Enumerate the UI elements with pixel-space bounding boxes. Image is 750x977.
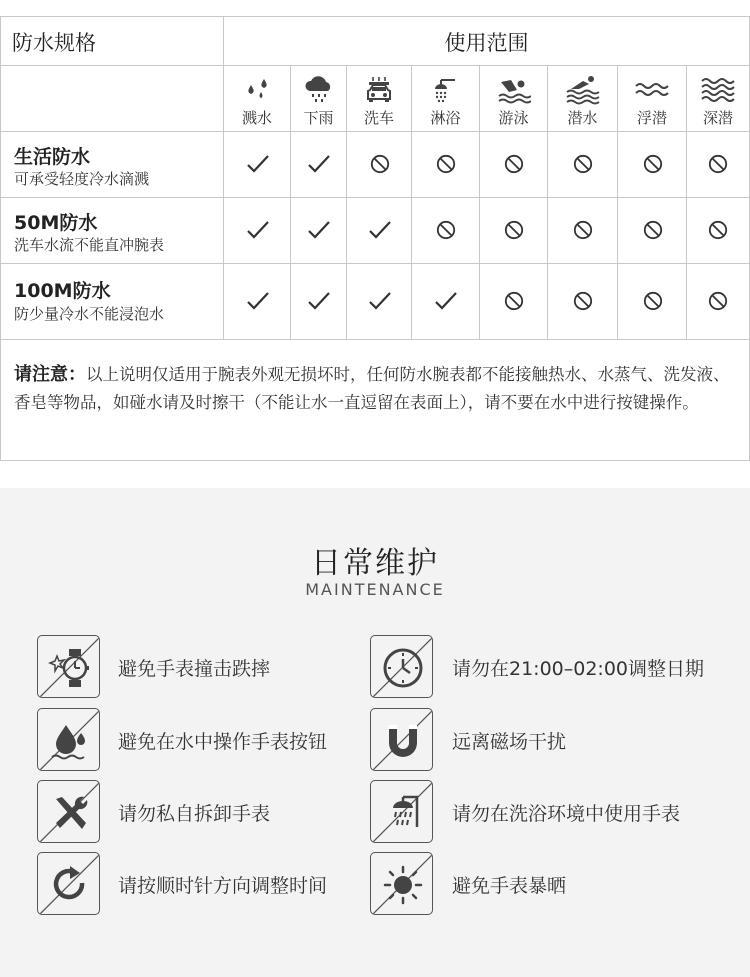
row-title: 50M防水 xyxy=(14,212,98,234)
notice-text: 以上说明仅适用于腕表外观无损坏时，任何防水腕表都不能接触热水、水蒸气、洗发液、香皂等物品，如碰水请及时擦干（不能让水一直逗留在表面上），请不要在水中进行按键操作。 xyxy=(14,365,730,412)
prohibited-icon xyxy=(412,131,480,197)
tip-text: 请勿在洗浴环境中使用手表 xyxy=(452,803,681,825)
check-icon xyxy=(412,263,480,339)
clockwise-arrow-icon xyxy=(37,852,100,915)
column-label: 深潜 xyxy=(702,109,733,127)
swimmer-icon xyxy=(480,76,547,104)
notice-label: 请注意： xyxy=(14,364,86,385)
maintenance-subtitle: MAINTENANCE xyxy=(305,580,445,599)
row-title: 100M防水 xyxy=(14,280,111,302)
prohibited-icon xyxy=(548,263,618,339)
check-icon xyxy=(347,197,412,263)
column-label: 洗车 xyxy=(363,109,394,127)
tip-text: 避免手表撞击跌摔 xyxy=(118,658,271,680)
row-subtitle: 洗车水流不能直冲腕表 xyxy=(14,236,165,254)
check-icon xyxy=(291,263,347,339)
prohibited-icon xyxy=(347,131,412,197)
waterproof-table xyxy=(0,16,750,460)
prohibited-icon xyxy=(480,263,548,339)
tip-text: 请按顺时针方向调整时间 xyxy=(118,875,328,897)
check-icon xyxy=(224,263,291,339)
splash-icon xyxy=(224,76,290,104)
car-wash-icon xyxy=(347,76,411,104)
tip-text: 避免手表暴晒 xyxy=(452,875,567,897)
column-label: 浮潜 xyxy=(636,109,667,127)
maintenance-title: 日常维护 xyxy=(311,546,439,581)
check-icon xyxy=(224,197,291,263)
prohibited-icon xyxy=(618,263,687,339)
column-label: 潜水 xyxy=(567,109,598,127)
range-header: 使用范围 xyxy=(444,31,529,55)
row-title: 生活防水 xyxy=(14,146,91,168)
column-label: 淋浴 xyxy=(430,109,461,127)
sun-icon xyxy=(370,852,433,915)
tip-text: 避免在水中操作手表按钮 xyxy=(118,731,328,753)
notice xyxy=(14,361,740,417)
light-waves-icon xyxy=(618,76,686,104)
check-icon xyxy=(291,131,347,197)
prohibited-icon xyxy=(618,131,687,197)
prohibited-icon xyxy=(687,131,749,197)
tip-text: 请勿私自拆卸手表 xyxy=(118,803,271,825)
maintenance-section xyxy=(0,488,750,977)
prohibited-icon xyxy=(687,197,749,263)
row-subtitle: 防少量冷水不能浸泡水 xyxy=(14,305,165,323)
check-icon xyxy=(291,197,347,263)
water-drop-icon xyxy=(37,708,100,771)
column-label: 下雨 xyxy=(303,109,334,127)
tools-icon xyxy=(37,780,100,843)
column-label: 游泳 xyxy=(498,109,529,127)
spec-header: 防水规格 xyxy=(12,31,96,55)
tip-text: 远离磁场干扰 xyxy=(452,731,567,753)
prohibited-icon xyxy=(480,197,548,263)
prohibited-icon xyxy=(412,197,480,263)
shower-icon xyxy=(412,76,479,104)
prohibited-icon xyxy=(687,263,749,339)
check-icon xyxy=(347,263,412,339)
rain-cloud-icon xyxy=(291,76,346,104)
prohibited-icon xyxy=(548,131,618,197)
magnet-icon xyxy=(370,708,433,771)
column-label: 溅水 xyxy=(241,109,272,127)
tip-text: 请勿在21:00–02:00调整日期 xyxy=(452,658,705,680)
row-subtitle: 可承受轻度冷水滴溅 xyxy=(14,170,150,188)
clock-icon xyxy=(370,635,433,698)
shower-icon xyxy=(370,780,433,843)
prohibited-icon xyxy=(480,131,548,197)
prohibited-icon xyxy=(548,197,618,263)
watch-impact-icon xyxy=(37,635,100,698)
check-icon xyxy=(224,131,291,197)
prohibited-icon xyxy=(618,197,687,263)
deep-waves-icon xyxy=(687,76,749,104)
diver-icon xyxy=(548,76,617,104)
